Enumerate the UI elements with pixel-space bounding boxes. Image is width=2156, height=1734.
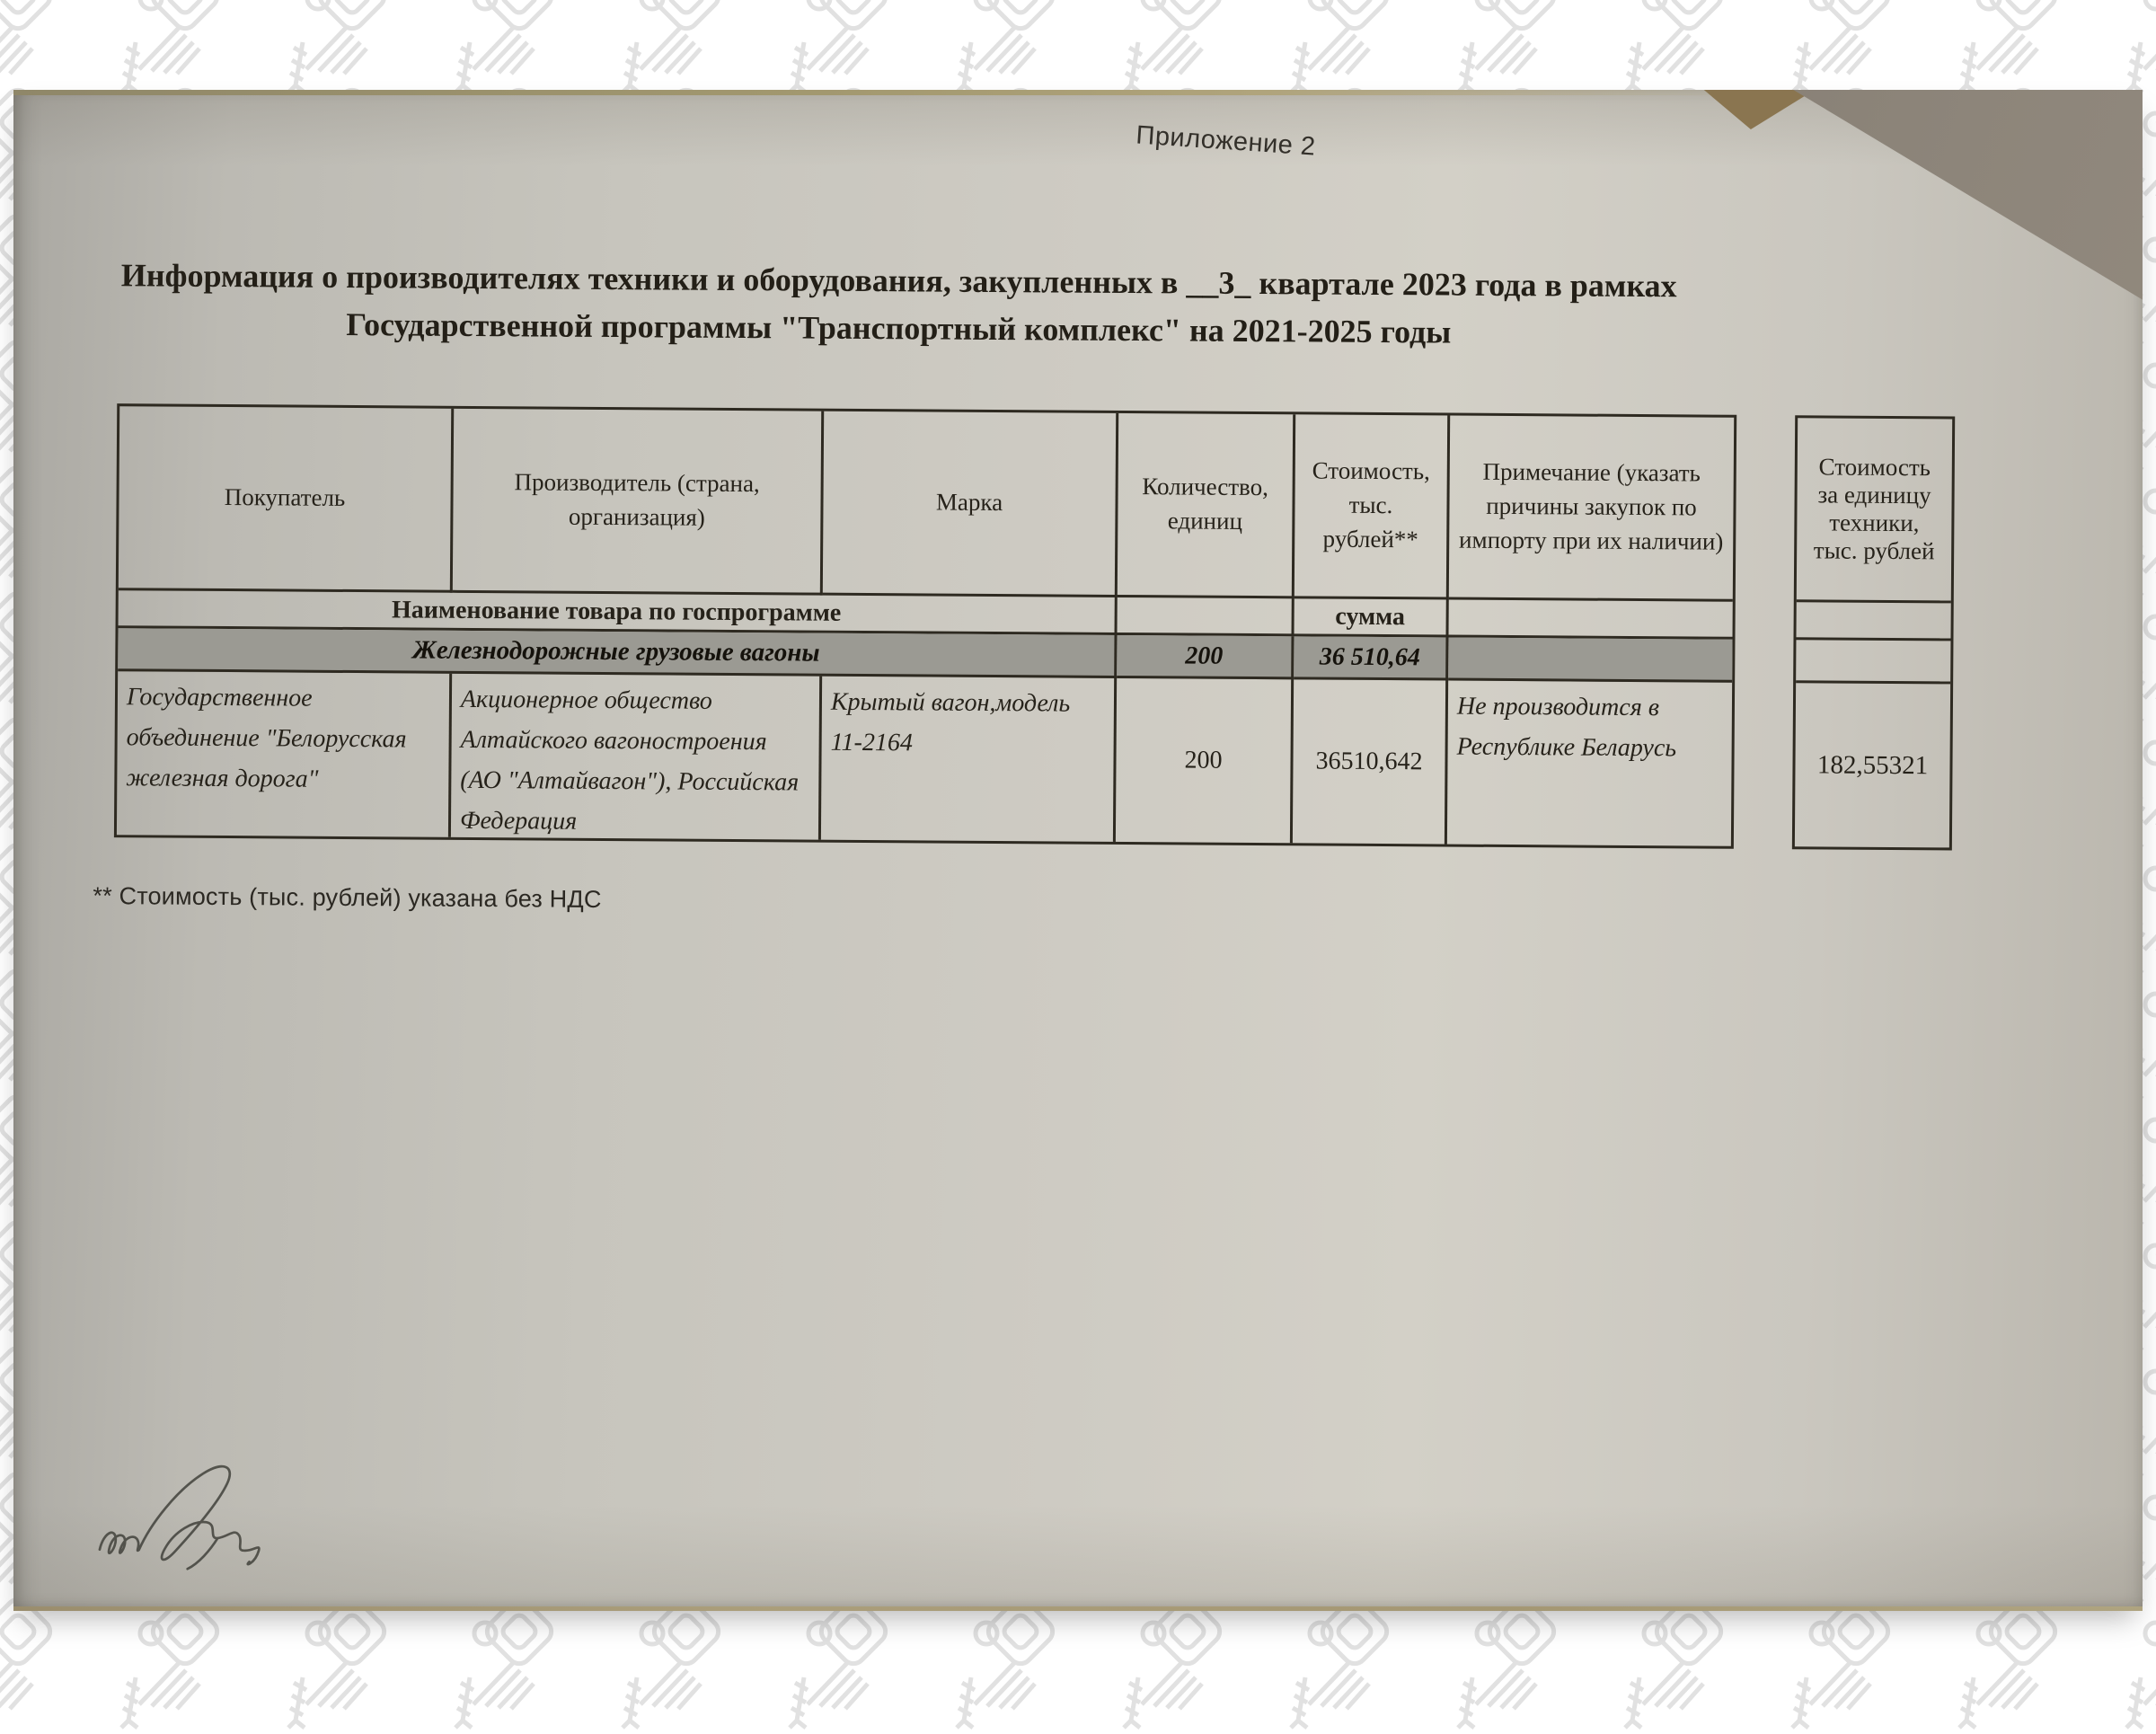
unit-cost-header: Стоимость за единицу техники, тыс. рублей <box>1797 418 1952 603</box>
header-quantity: Количество, единиц <box>1118 413 1295 598</box>
category-row-cost: 36 510,64 <box>1294 636 1448 680</box>
group-row-quantity-empty <box>1117 597 1294 636</box>
watermark-icon <box>0 0 67 94</box>
document-title-line2: Государственной программы "Транспортный комплекс" на 2021-2025 годы <box>346 305 1452 350</box>
row-unit-cost: 182,55321 <box>1816 749 1929 780</box>
category-row-note-empty <box>1448 638 1732 683</box>
header-cost: Стоимость, тыс. рублей** <box>1294 414 1450 599</box>
watermark-icon <box>1269 0 1404 94</box>
watermark-icon <box>768 1595 903 1730</box>
watermark-icon <box>935 1595 1070 1730</box>
group-row-cost-label: сумма <box>1294 598 1448 637</box>
group-row-note-empty <box>1448 600 1732 640</box>
row-note: Не производится в Республике Беларусь <box>1456 692 1677 763</box>
watermark-icon <box>1771 0 1905 94</box>
main-table <box>114 403 1736 849</box>
header-note: Примечание (указать причины закупок по импорту при их наличии) <box>1449 416 1734 602</box>
watermark-icon <box>1102 0 1237 94</box>
document-title <box>34 252 1764 358</box>
watermark-icon <box>601 1595 736 1730</box>
appendix-label: Приложение 2 <box>1135 120 1317 162</box>
watermark-icon <box>434 0 569 94</box>
document-photo <box>13 90 2143 1611</box>
watermark-icon <box>1938 0 2072 94</box>
watermark-icon <box>1604 0 1738 94</box>
row-cost: 36510,642 <box>1293 679 1448 844</box>
unit-cost-empty-1 <box>1796 602 1950 641</box>
watermark-icon <box>768 0 903 94</box>
row-buyer: Государственное объединение "Белорусская железная дорога" <box>117 671 452 837</box>
watermark-icon <box>1269 1595 1404 1730</box>
footnote: ** Стоимость (тыс. рублей) указана без НДС <box>93 882 602 913</box>
category-row-quantity: 200 <box>1117 635 1294 679</box>
watermark-icon <box>935 0 1070 94</box>
document-title-line1: Информация о производителях техники и оборудования, закупленных в __3_ квартале 2023 года в рамках <box>120 257 1677 305</box>
header-buyer: Покупатель <box>119 406 454 593</box>
unit-cost-empty-2 <box>1796 640 1950 684</box>
watermark-icon <box>267 0 402 94</box>
unit-cost-column <box>1792 415 1955 850</box>
watermark-icon <box>1102 1595 1237 1730</box>
row-quantity: 200 <box>1116 678 1294 843</box>
header-manufacturer: Производитель (страна, организация) <box>453 409 824 596</box>
watermark-icon <box>434 1595 569 1730</box>
watermark-icon <box>1436 0 1571 94</box>
header-brand: Марка <box>823 411 1118 597</box>
document-content <box>7 84 2147 1620</box>
watermark-icon <box>100 0 234 94</box>
watermark-icon <box>267 1595 402 1730</box>
watermark-icon <box>100 1595 234 1730</box>
row-manufacturer: Акционерное общество Алтайского вагоностроения (АО "Алтайвагон"), Российская Федерация <box>451 674 822 840</box>
watermark-icon <box>0 1595 67 1730</box>
group-row-label: Наименование товара по госпрограмме <box>119 590 1118 635</box>
watermark-icon <box>601 0 736 94</box>
category-row-label: Железнодорожные грузовые вагоны <box>118 628 1117 678</box>
row-brand: Крытый вагон,модель 11-2164 <box>821 677 1117 842</box>
signature-image <box>86 1441 312 1609</box>
watermark-icon <box>2105 0 2156 94</box>
